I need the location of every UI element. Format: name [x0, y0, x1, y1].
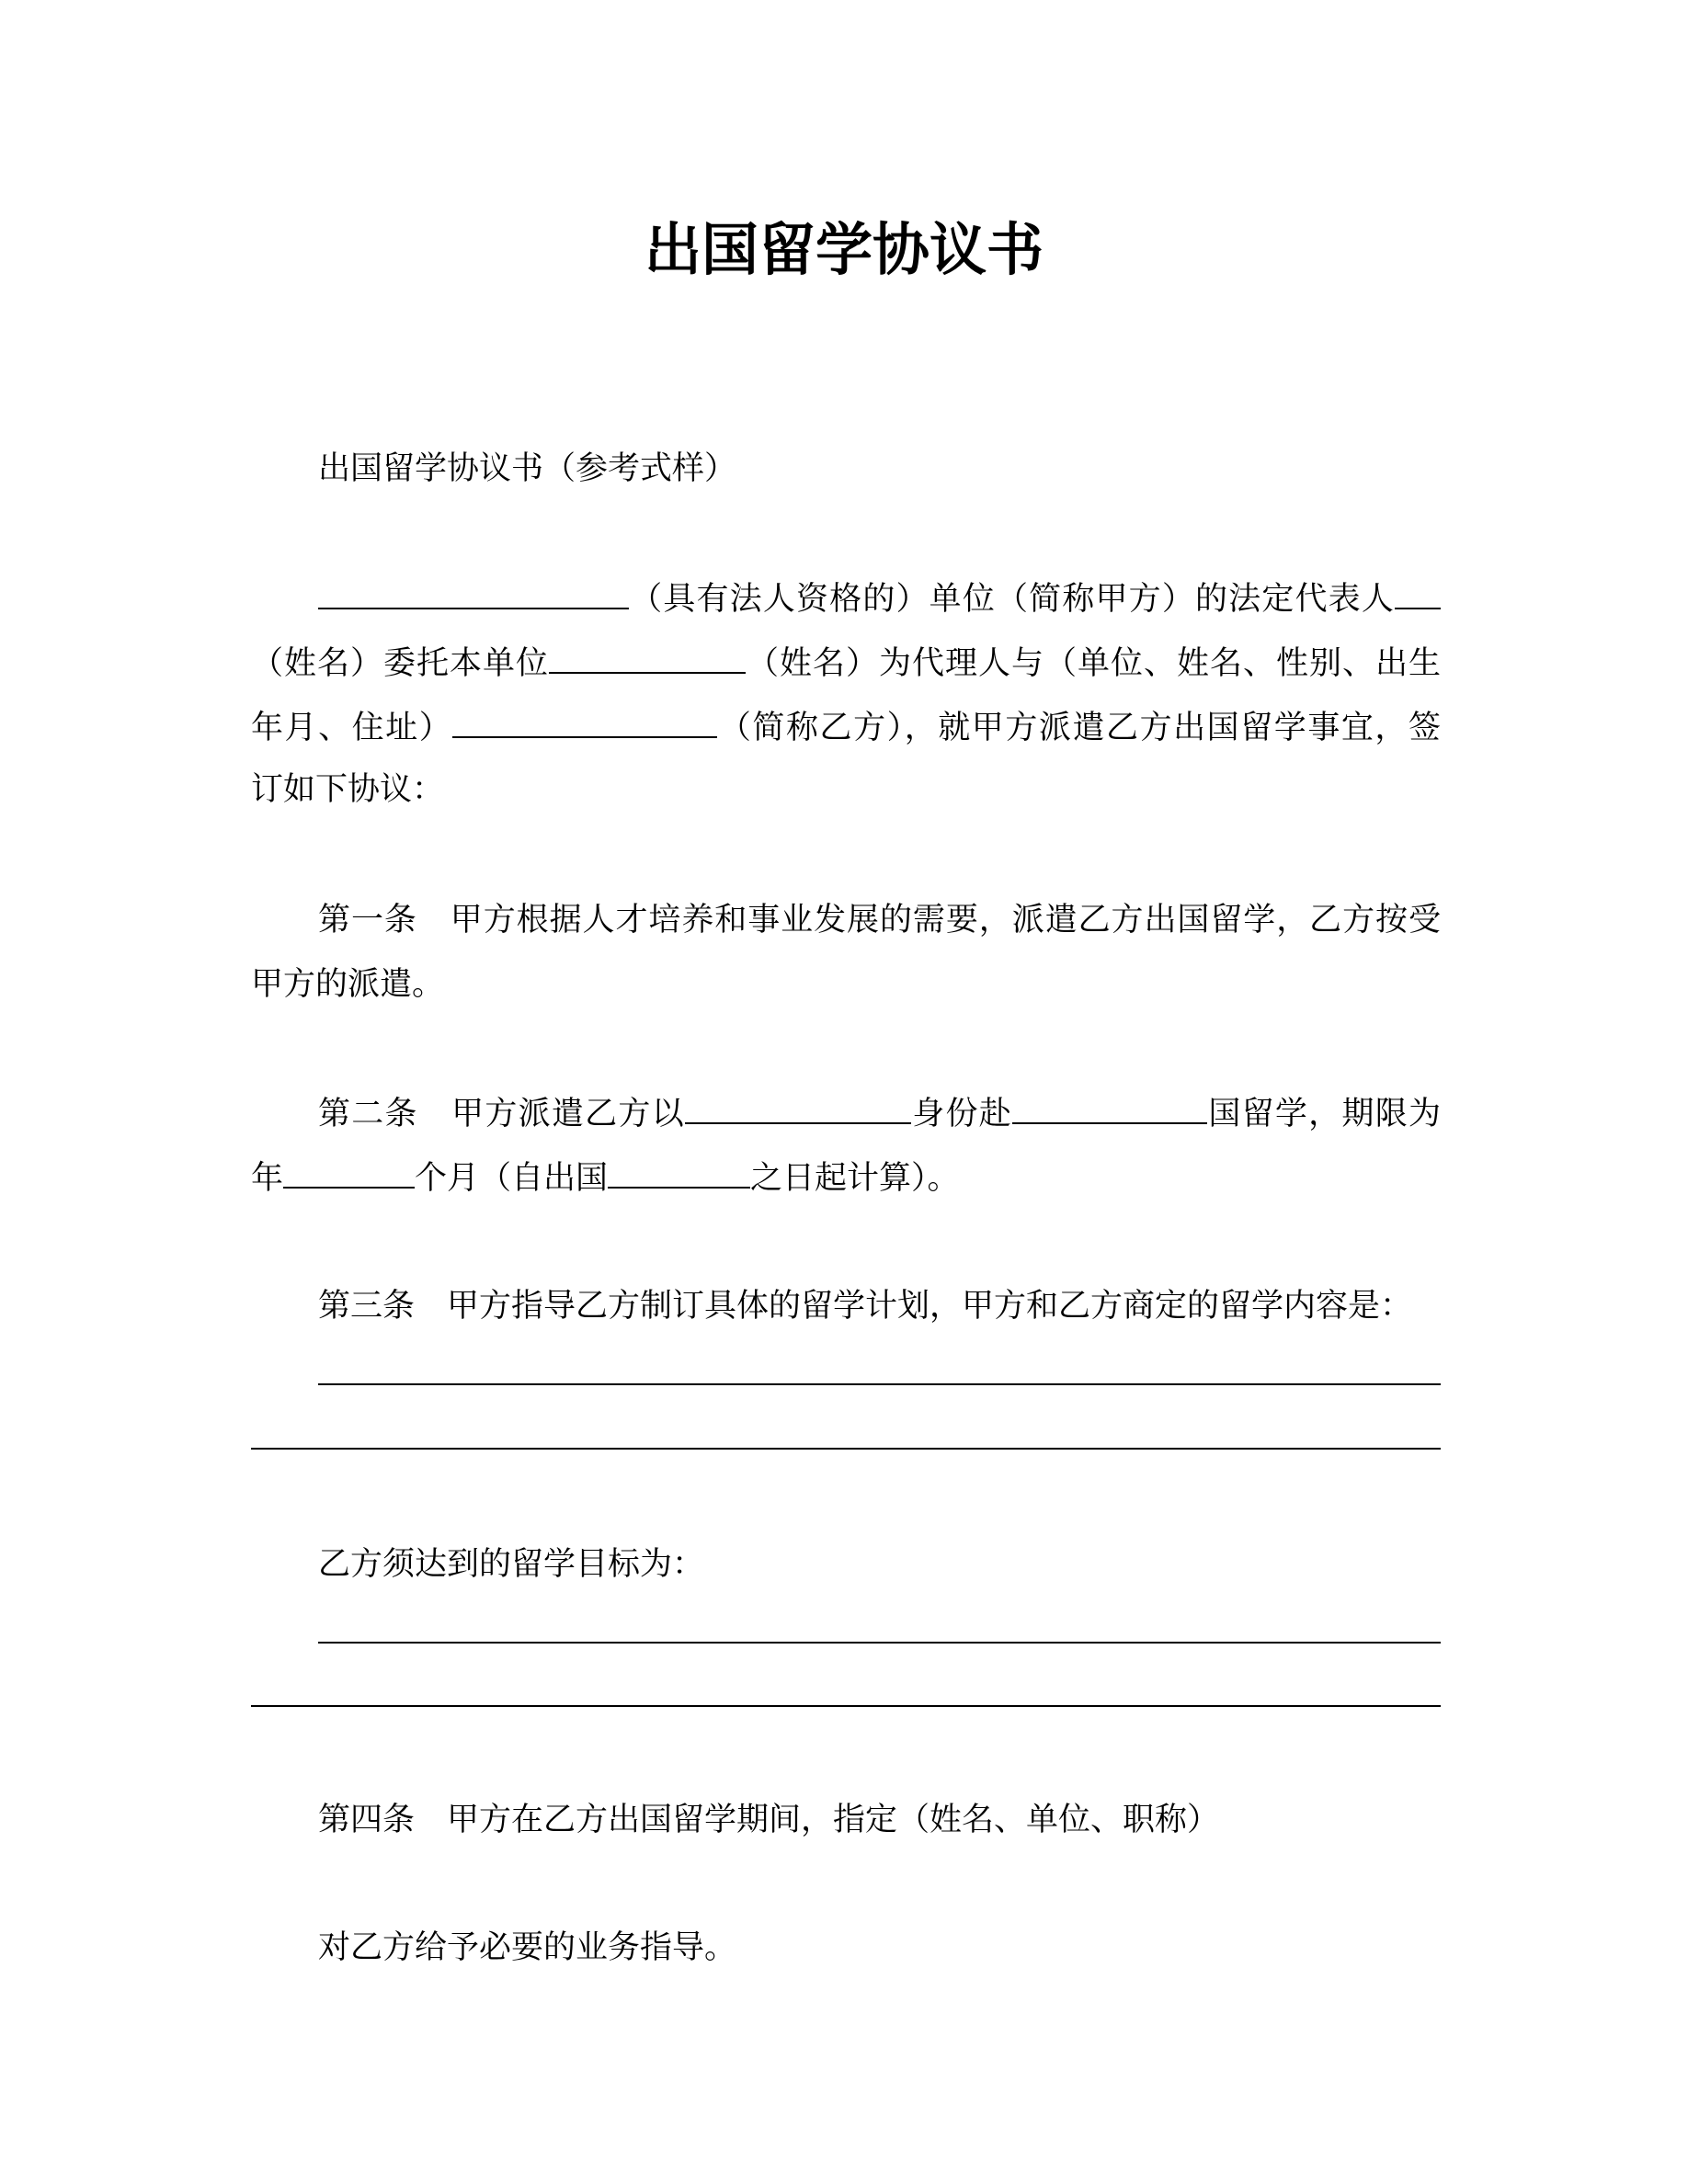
text: 身份赴 — [910, 1096, 1013, 1132]
text: 国留学，期限为 — [1207, 1096, 1441, 1132]
article-1-line-2: 甲方的派遣。 — [251, 966, 445, 1003]
blank-representative[interactable] — [1395, 576, 1441, 609]
blank-agent[interactable] — [549, 641, 746, 674]
text: 年月、住址） — [251, 710, 453, 746]
text: 年 — [251, 1160, 284, 1197]
article-1-line-1: 第一条 甲方根据人才培养和事业发展的需要，派遣乙方出国留学，乙方按受 — [318, 902, 1441, 938]
text: （姓名）委托本单位 — [251, 645, 549, 682]
study-goal-label: 乙方须达到的留学目标为： — [318, 1546, 705, 1583]
subtitle: 出国留学协议书（参考式样） — [318, 450, 737, 487]
document-title: 出国留学协议书 — [644, 216, 1044, 283]
preamble-line-3 — [251, 705, 1441, 748]
preamble-line-2 — [251, 641, 1441, 684]
blank-unit[interactable] — [318, 576, 629, 609]
text: 个月（自出国 — [415, 1160, 609, 1197]
blank-months[interactable] — [283, 1155, 415, 1189]
preamble-line-4: 订如下协议： — [251, 771, 445, 808]
preamble-line-1 — [318, 576, 1441, 620]
blank-study-goal-2[interactable] — [251, 1705, 1441, 1707]
blank-study-content-1[interactable] — [318, 1383, 1441, 1385]
article-2-line-1 — [318, 1091, 1441, 1134]
text: 第二条 甲方派遣乙方以 — [318, 1096, 685, 1132]
text: （具有法人资格的）单位（简称甲方）的法定代表人 — [629, 581, 1395, 618]
text: （姓名）为代理人与（单位、姓名、性别、出生 — [746, 645, 1441, 682]
blank-departure-date[interactable] — [608, 1155, 750, 1189]
article-4-line-1: 第四条 甲方在乙方出国留学期间，指定（姓名、单位、职称） — [318, 1802, 1220, 1838]
blank-country[interactable] — [1012, 1091, 1207, 1124]
blank-study-goal-1[interactable] — [318, 1642, 1441, 1644]
article-2-line-2 — [251, 1155, 960, 1199]
article-4-line-2: 对乙方给予必要的业务指导。 — [318, 1929, 737, 1966]
article-3-line-1: 第三条 甲方指导乙方制订具体的留学计划，甲方和乙方商定的留学内容是： — [318, 1288, 1413, 1325]
text: （简称乙方），就甲方派遣乙方出国留学事宜，签 — [717, 710, 1441, 746]
text: 之日起计算）。 — [750, 1160, 960, 1197]
blank-study-content-2[interactable] — [251, 1448, 1441, 1450]
blank-party-b[interactable] — [452, 705, 717, 738]
blank-identity[interactable] — [685, 1091, 911, 1124]
